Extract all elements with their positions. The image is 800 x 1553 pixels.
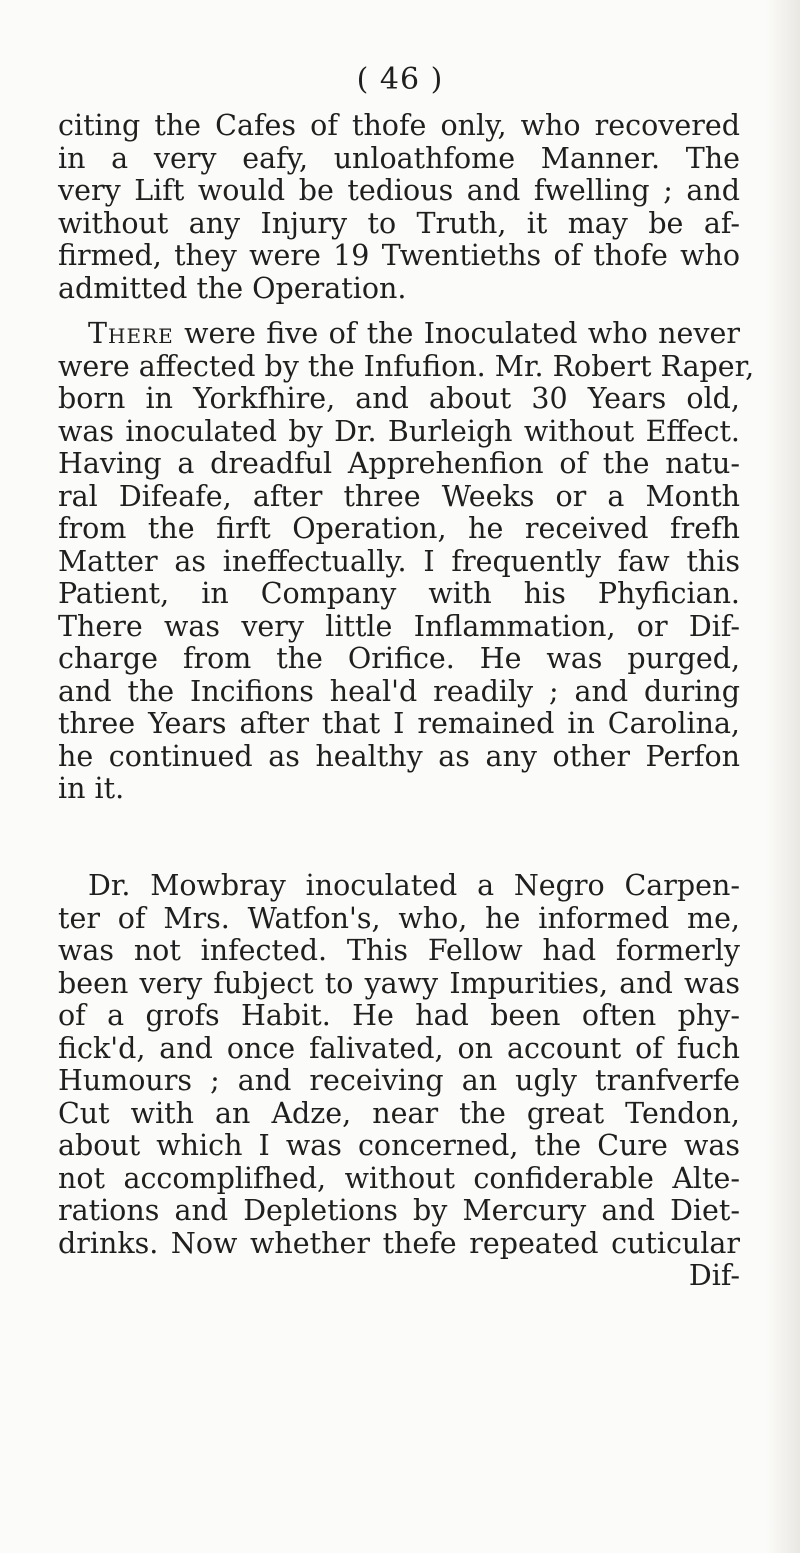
- paragraph-1: [58, 110, 740, 305]
- text-line: in a very eafy, unloathfome Manner. The: [58, 141, 740, 175]
- text-line: Matter as ineffectually. I frequently faw this: [58, 544, 740, 578]
- text-line: very Lift would be tedious and fwelling ; and: [58, 174, 740, 207]
- text-line: and the Incifions heal'd readily ; and during: [58, 674, 740, 708]
- text-line: without any Injury to Truth, it may be af-: [58, 206, 740, 240]
- text-line: citing the Cafes of thofe only, who recovered: [58, 109, 740, 142]
- text-line: admitted the Operation.: [58, 271, 407, 305]
- text-line: from the firft Operation, he received frefh: [58, 512, 740, 545]
- text-line: fick'd, and once falivated, on account of fuch: [58, 1031, 740, 1065]
- text-line: ter of Mrs. Watfon's, who, he informed me,: [58, 901, 740, 935]
- text-line: Cut with an Adze, near the great Tendon,: [58, 1096, 740, 1130]
- text-line: was inoculated by Dr. Burleigh without Effect.: [58, 414, 740, 448]
- text-line: in it.: [58, 772, 125, 805]
- text-line: he continued as healthy as any other Perfon: [58, 739, 740, 773]
- text-line: born in Yorkfhire, and about 30 Years old,: [58, 382, 740, 415]
- text-line: Having a dreadful Apprehenfion of the natu-: [58, 447, 740, 480]
- text-line: rations and Depletions by Mercury and Diet-: [58, 1194, 740, 1227]
- text-line: Patient, in Company with his Phyfician.: [58, 577, 740, 610]
- text-line: about which I was concerned, the Cure was: [58, 1129, 740, 1162]
- text-line: were five of the Inoculated who never: [184, 317, 740, 350]
- text-line-with-lead: [58, 318, 740, 351]
- text-line: not accomplifhed, without confiderable Alte-: [58, 1161, 740, 1195]
- text-line: Humours ; and receiving an ugly tranfverfe: [58, 1064, 740, 1097]
- text-line: three Years after that I remained in Carolina,: [58, 707, 740, 740]
- text-line: charge from the Orifice. He was purged,: [58, 642, 740, 675]
- text-line: of a grofs Habit. He had been often phy-: [58, 999, 740, 1032]
- text-line: been very fubject to yawy Impurities, and was: [58, 966, 740, 1000]
- paragraph-2: [58, 317, 755, 806]
- text-line: drinks. Now whether thefe repeated cuticular: [58, 1226, 740, 1260]
- lead-word: There: [88, 317, 174, 350]
- text-line: ral Difeafe, after three Weeks or a Month: [58, 479, 740, 513]
- text-line: firmed, they were 19 Twentieths of thofe who: [58, 239, 740, 272]
- catchword: Dif-: [688, 1259, 740, 1292]
- text-line: was not infected. This Fellow had formerly: [58, 934, 740, 967]
- text-line: Dr. Mowbray inoculated a Negro Carpen-: [88, 869, 740, 902]
- text-line: were affected by the Infufion. Mr. Robert Raper,: [58, 349, 755, 383]
- page-number: ( 46 ): [356, 62, 444, 97]
- page-edge-shadow: [766, 0, 800, 1553]
- text-line: There was very little Inflammation, or Dif-: [58, 609, 740, 643]
- paragraph-3: [58, 870, 740, 1293]
